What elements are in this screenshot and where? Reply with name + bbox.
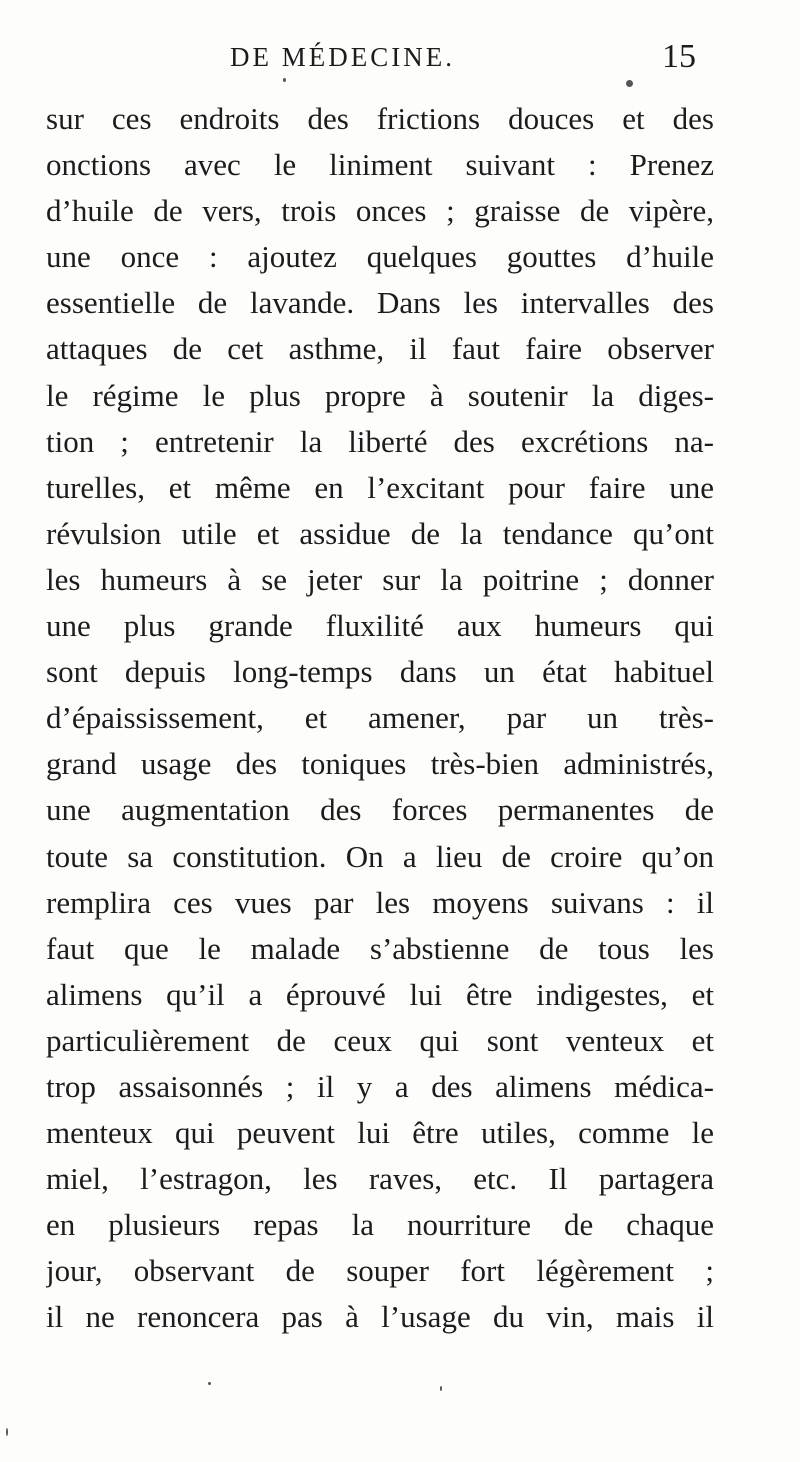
ink-speck	[626, 80, 633, 87]
text-line: d’épaississement, et amener, par un très-	[46, 700, 714, 736]
text-line: miel, l’estragon, les raves, etc. Il partagera	[46, 1161, 714, 1197]
text-line: onctions avec le liniment suivant : Prenez	[46, 147, 714, 183]
text-line: les humeurs à se jeter sur la poitrine ; donner	[46, 561, 714, 597]
ink-speck	[208, 1382, 211, 1385]
text-line: trop assaisonnés ; il y a des alimens médica-	[46, 1068, 714, 1104]
page-number: 15	[662, 38, 696, 75]
ink-speck	[6, 1428, 8, 1436]
text-line: jour, observant de souper fort légèrement ;	[46, 1253, 714, 1289]
text-line: attaques de cet asthme, il faut faire observer	[46, 331, 714, 367]
text-line: le régime le plus propre à soutenir la diges-	[46, 377, 714, 413]
text-line: particulièrement de ceux qui sont venteux et	[46, 1022, 714, 1058]
text-line: remplira ces vues par les moyens suivans : il	[46, 884, 714, 920]
text-line: turelles, et même en l’excitant pour faire une	[46, 469, 714, 505]
running-head	[0, 38, 800, 84]
text-line: essentielle de lavande. Dans les intervalles des	[46, 285, 714, 321]
text-line: une augmentation des forces permanentes de	[46, 792, 714, 828]
text-line: grand usage des toniques très-bien administrés,	[46, 746, 714, 782]
text-line: sur ces endroits des frictions douces et des	[46, 101, 714, 136]
text-line: menteux qui peuvent lui être utiles, comme le	[46, 1115, 714, 1151]
ink-speck	[283, 78, 286, 82]
text-line: une plus grande fluxilité aux humeurs qui	[46, 608, 714, 644]
text-line: il ne renoncera pas à l’usage du vin, mais il	[46, 1299, 714, 1335]
text-line: d’huile de vers, trois onces ; graisse de vipère,	[46, 193, 714, 229]
running-title: DE MÉDECINE.	[230, 42, 455, 72]
text-line: en plusieurs repas la nourriture de chaque	[46, 1207, 714, 1243]
body-text	[46, 96, 714, 1341]
text-line: alimens qu’il a éprouvé lui être indigestes, et	[46, 976, 714, 1012]
ink-speck	[440, 1386, 442, 1391]
text-line: tion ; entretenir la liberté des excrétions na-	[46, 423, 714, 459]
text-line: faut que le malade s’abstienne de tous les	[46, 930, 714, 966]
text-line: toute sa constitution. On a lieu de croire qu’on	[46, 838, 714, 874]
text-line: une once : ajoutez quelques gouttes d’huile	[46, 239, 714, 275]
text-line: révulsion utile et assidue de la tendance qu’ont	[46, 515, 714, 551]
text-line: sont depuis long-temps dans un état habituel	[46, 654, 714, 690]
